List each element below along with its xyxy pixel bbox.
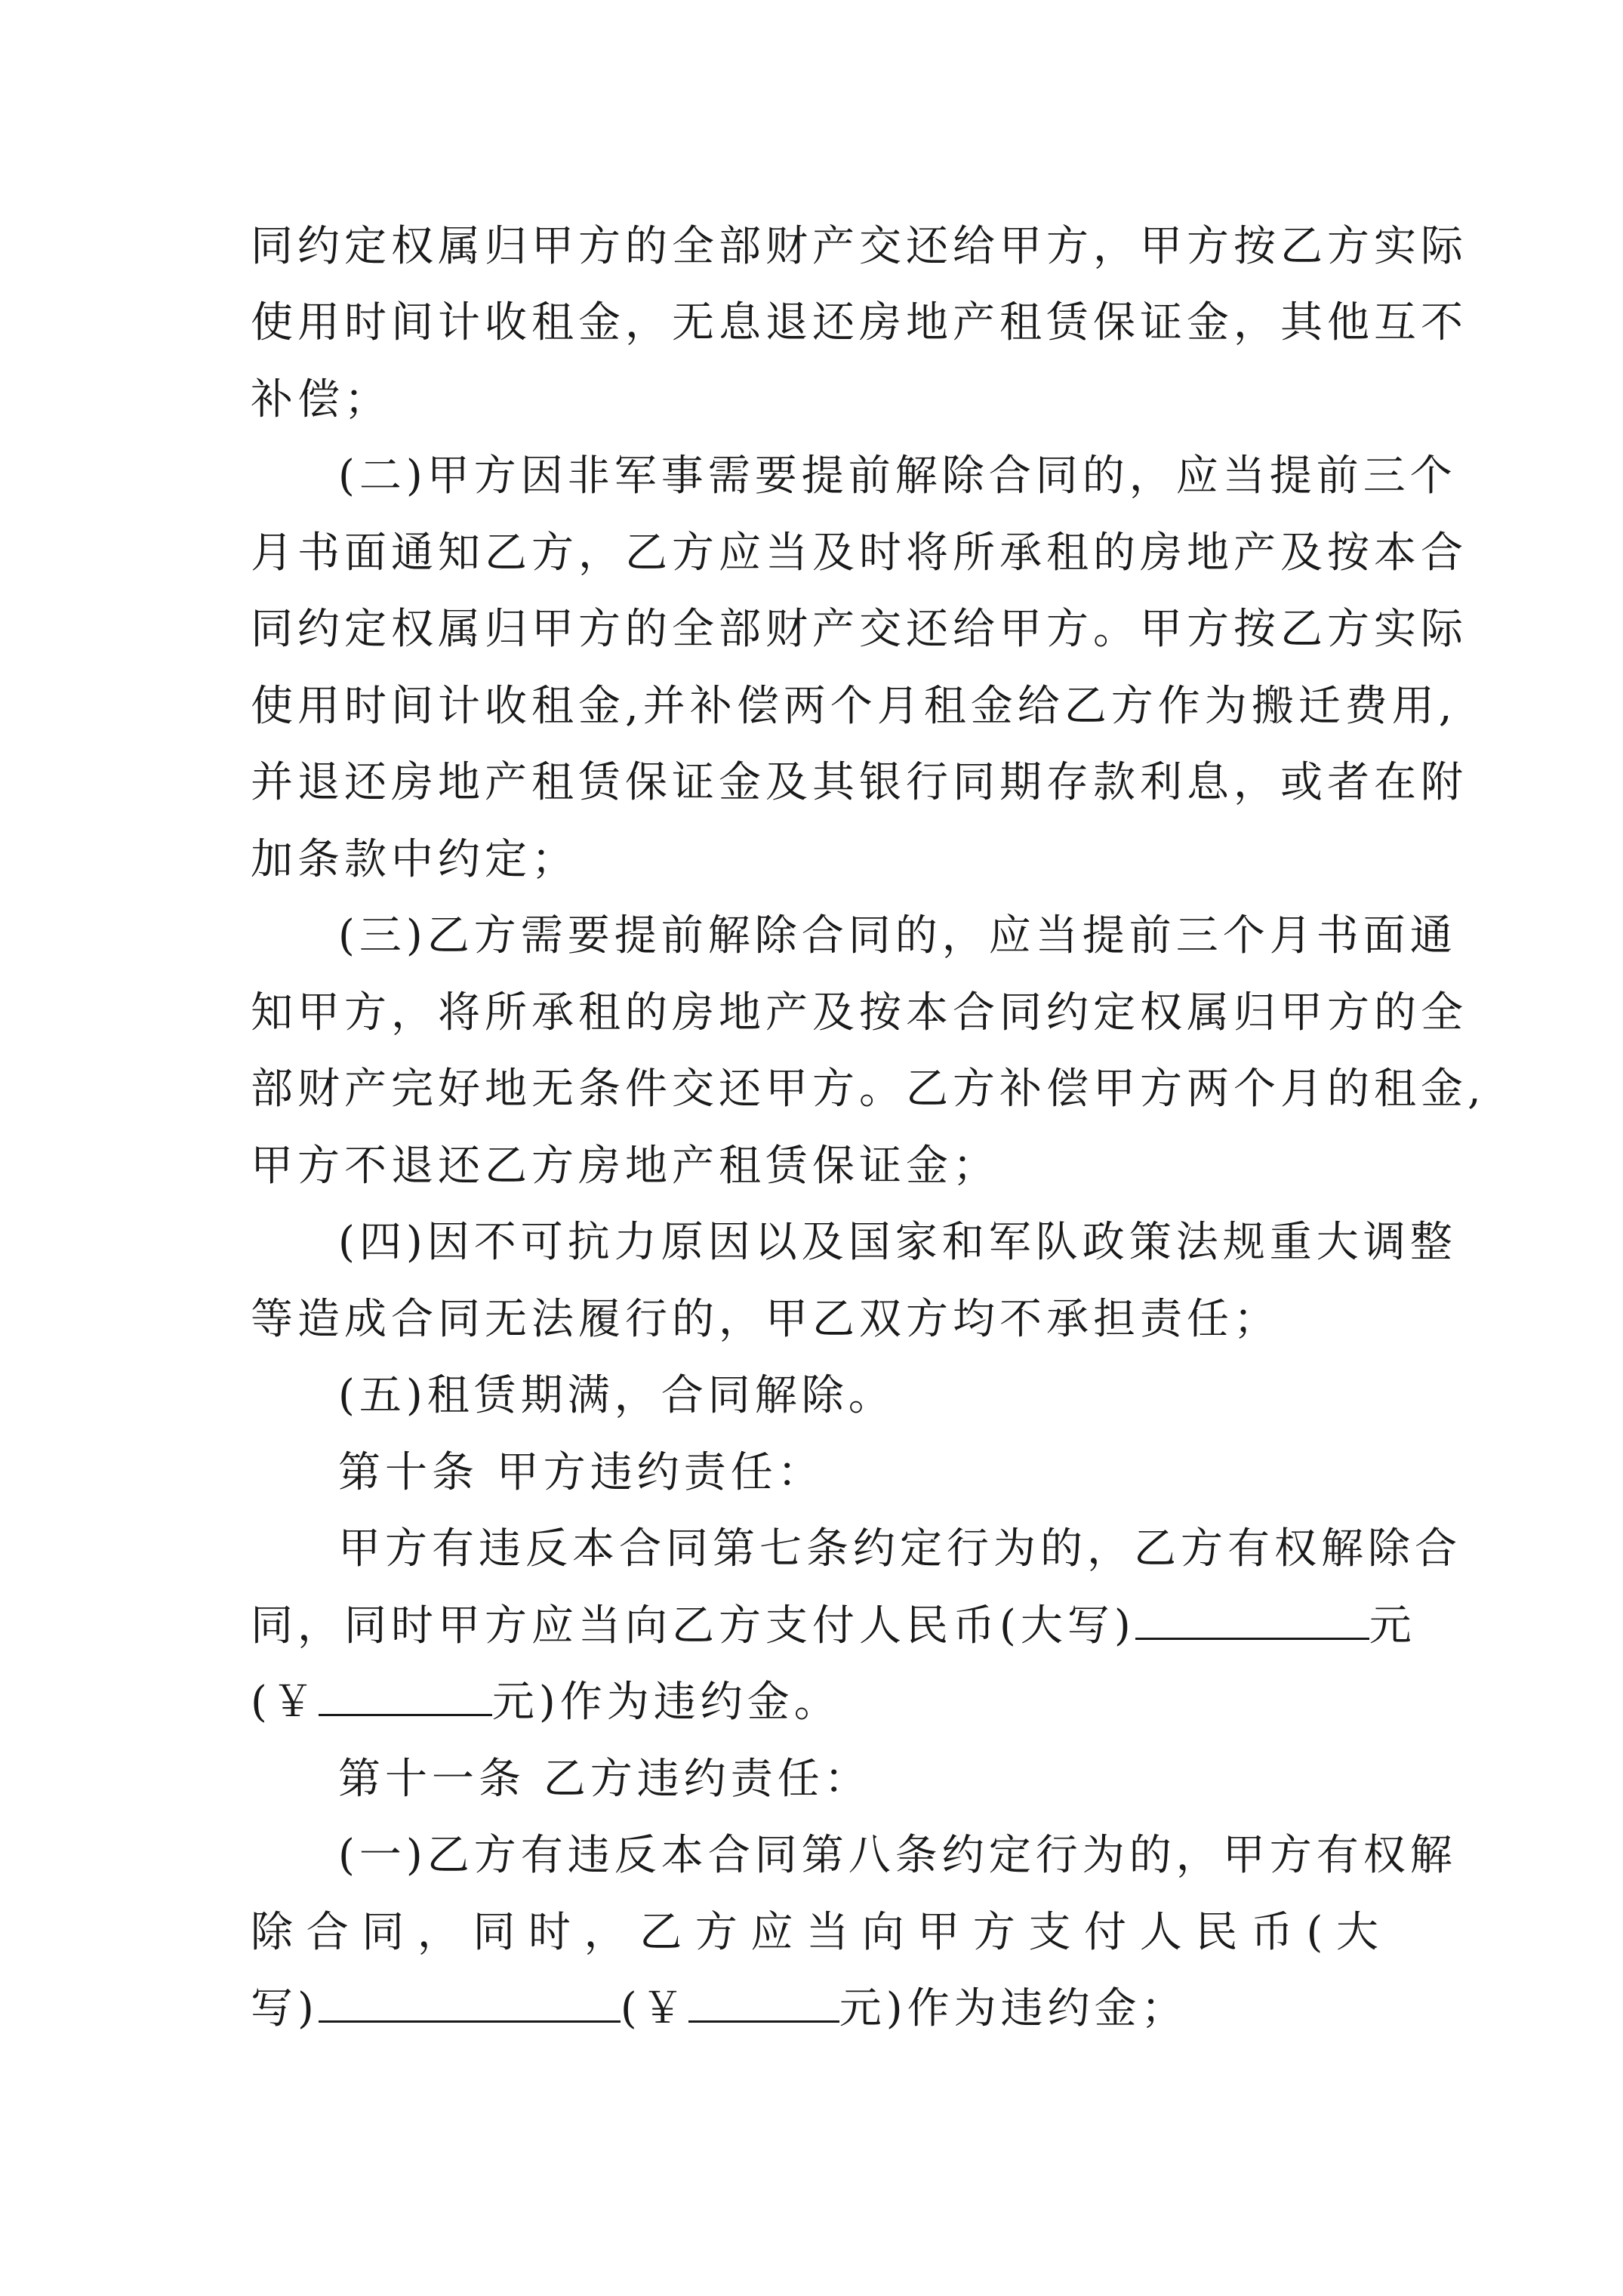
text-line: (五)租赁期满，合同解除。 [338,1371,895,1420]
text-line: (一)乙方有违反本合同第八条约定行为的，甲方有权解 [338,1831,1457,1880]
text-line: 部财产完好地无条件交还甲方。乙方补偿甲方两个月的租金, [251,1065,1486,1114]
amount-blank [1135,1600,1369,1640]
text-line: (四)因不可抗力原因以及国家和军队政策法规重大调整 [338,1218,1457,1267]
text-line: 月书面通知乙方，乙方应当及时将所承租的房地产及按本合 [251,529,1467,578]
section-heading: 第十一条 乙方违约责任： [338,1755,871,1804]
text-line: 并退还房地产租赁保证金及其银行同期存款利息，或者在附 [251,758,1467,807]
section-heading: 第十条 甲方违约责任： [338,1448,824,1497]
text-line: 甲方不退还乙方房地产租赁保证金； [251,1142,999,1191]
amount-blank [319,1983,621,2023]
text-line: 使用时间计收租金，无息退还房地产租赁保证金，其他互不 [251,298,1467,347]
amount-blank [688,1983,839,2023]
text-segment: (￥ [251,1678,319,1727]
text-segment: (￥ [620,1984,688,2033]
text-line [251,1661,1383,1744]
text-segment: 同，同时甲方应当向乙方支付人民币(大写) [251,1601,1135,1650]
text-line [251,1968,1383,2051]
text-line: 使用时间计收租金,并补偿两个月租金给乙方作为搬迁费用, [251,682,1457,731]
text-line: (二)甲方因非军事需要提前解除合同的，应当提前三个 [338,451,1457,501]
text-segment: 元 [1369,1601,1416,1650]
text-line: 同约定权属归甲方的全部财产交还给甲方。甲方按乙方实际 [251,605,1467,654]
text-line: 同约定权属归甲方的全部财产交还给甲方，甲方按乙方实际 [251,222,1467,271]
text-segment: 元)作为违约金。 [491,1678,841,1727]
text-line [251,1585,1416,1668]
text-segment: 写) [251,1984,319,2033]
text-line: 等造成合同无法履行的，甲乙双方均不承担责任； [251,1295,1280,1344]
text-line: 加条款中约定； [251,835,578,884]
amount-blank [319,1676,492,1716]
text-line: 知甲方，将所承租的房地产及按本合同约定权属归甲方的全 [251,988,1467,1037]
text-line: 除合同，同时，乙方应当向甲方支付人民币(大 [251,1908,1383,1957]
text-line: 补偿； [251,375,391,424]
text-line: 甲方有违反本合同第七条约定行为的，乙方有权解除合 [338,1524,1461,1573]
text-segment: 元)作为违约金； [839,1984,1188,2033]
text-line: (三)乙方需要提前解除合同的，应当提前三个月书面通 [338,911,1457,960]
